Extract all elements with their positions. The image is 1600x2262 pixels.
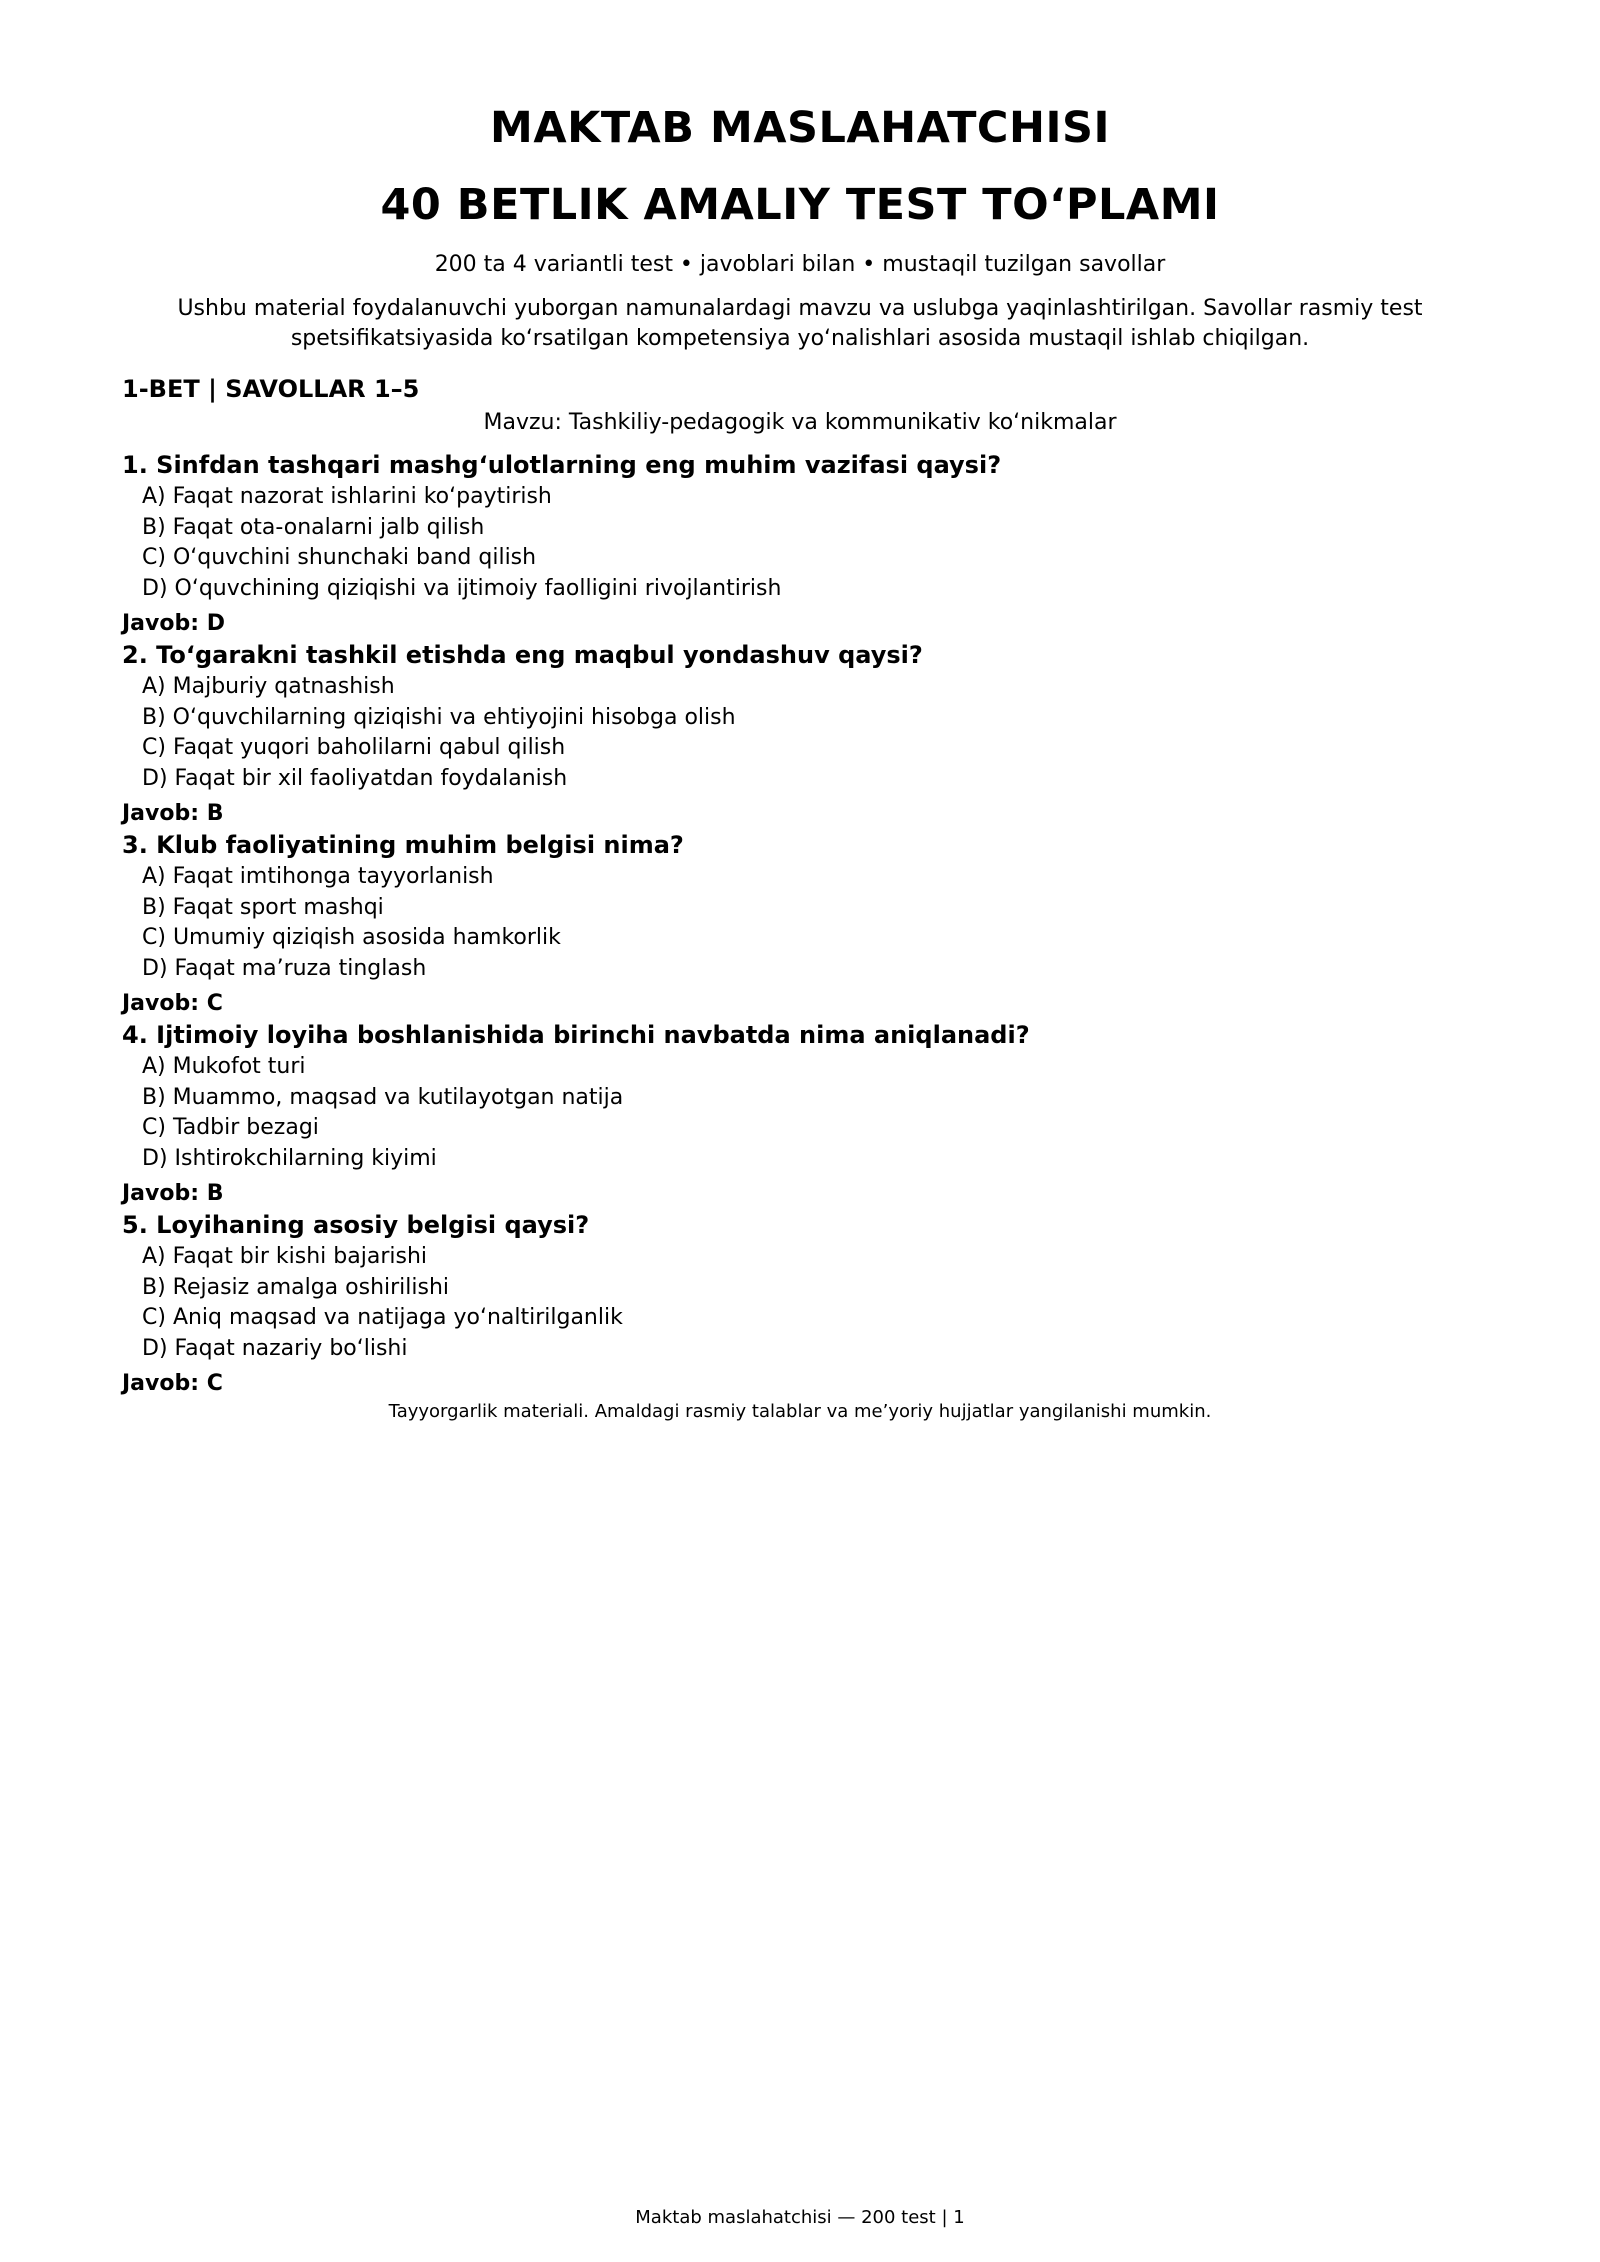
answer-label: Javob: C bbox=[122, 991, 223, 1016]
answer-label: Javob: B bbox=[122, 801, 224, 826]
option-c: C) Aniq maqsad va natijaga yo‘naltirilganlik bbox=[142, 1305, 623, 1330]
option-b: B) Faqat ota-onalarni jalb qilish bbox=[142, 514, 485, 540]
question-text: 5. Loyihaning asosiy belgisi qaysi? bbox=[122, 1211, 590, 1239]
option-d: D) Faqat bir xil faoliyatdan foydalanish bbox=[142, 765, 568, 791]
question-text: 3. Klub faoliyatining muhim belgisi nima? bbox=[122, 831, 684, 859]
question-list bbox=[122, 448, 1478, 1398]
option-d: D) Ishtirokchilarning kiyimi bbox=[142, 1145, 437, 1171]
disclaimer-note: Tayyorgarlik materiali. Amaldagi rasmiy talablar va me’yoriy hujjatlar yangilanishi mumkin. bbox=[388, 1401, 1212, 1422]
option-d: D) Faqat nazariy bo‘lishi bbox=[142, 1335, 408, 1361]
option-a: A) Faqat imtihonga tayyorlanish bbox=[142, 864, 494, 889]
option-list bbox=[122, 482, 1478, 604]
option-b: B) Faqat sport mashqi bbox=[142, 894, 384, 920]
question-text: 1. Sinfdan tashqari mashg‘ulotlarning eng muhim vazifasi qaysi? bbox=[122, 451, 1002, 479]
option-list bbox=[122, 672, 1478, 794]
question-text: 2. To‘garakni tashkil etishda eng maqbul yondashuv qaysi? bbox=[122, 641, 923, 669]
question-item bbox=[122, 448, 1478, 638]
option-a: A) Mukofot turi bbox=[142, 1054, 306, 1079]
answer-label: Javob: D bbox=[122, 611, 225, 636]
page-footer: Maktab maslahatchisi — 200 test | 1 bbox=[635, 2207, 965, 2228]
option-b: B) Rejasiz amalga oshirilishi bbox=[142, 1274, 450, 1300]
question-text: 4. Ijtimoiy loyiha boshlanishida birinchi navbatda nima aniqlanadi? bbox=[122, 1021, 1030, 1049]
option-c: C) Faqat yuqori baholilarni qabul qilish bbox=[142, 735, 566, 760]
option-b: B) Muammo, maqsad va kutilayotgan natija bbox=[142, 1084, 624, 1110]
option-c: C) O‘quvchini shunchaki band qilish bbox=[142, 545, 537, 570]
page-title: MAKTAB MASLAHATCHISI bbox=[490, 103, 1110, 153]
question-item bbox=[122, 638, 1478, 828]
option-d: D) Faqat ma’ruza tinglash bbox=[142, 955, 427, 981]
option-b: B) O‘quvchilarning qiziqishi va ehtiyojini hisobga olish bbox=[142, 704, 736, 730]
option-a: A) Faqat nazorat ishlarini ko‘paytirish bbox=[142, 484, 552, 509]
option-list bbox=[122, 862, 1478, 984]
page-title-secondary: 40 BETLIK AMALIY TEST TO‘PLAMI bbox=[380, 180, 1220, 230]
question-item bbox=[122, 828, 1478, 1018]
option-list bbox=[122, 1242, 1478, 1364]
answer-label: Javob: C bbox=[122, 1371, 223, 1396]
option-c: C) Tadbir bezagi bbox=[142, 1115, 319, 1140]
option-c: C) Umumiy qiziqish asosida hamkorlik bbox=[142, 925, 561, 950]
page-subtitle: 200 ta 4 variantli test • javoblari bilan • mustaqil tuzilgan savollar bbox=[434, 252, 1166, 277]
option-list bbox=[122, 1052, 1478, 1174]
question-item bbox=[122, 1208, 1478, 1398]
question-item bbox=[122, 1018, 1478, 1208]
option-a: A) Majburiy qatnashish bbox=[142, 674, 395, 699]
document-page bbox=[122, 104, 1478, 1424]
option-d: D) O‘quvchining qiziqishi va ijtimoiy faolligini rivojlantirish bbox=[142, 575, 782, 601]
section-topic: Mavzu: Tashkiliy-pedagogik va kommunikativ ko‘nikmalar bbox=[483, 410, 1117, 435]
section-heading: 1-BET | SAVOLLAR 1–5 bbox=[122, 375, 420, 403]
answer-label: Javob: B bbox=[122, 1181, 224, 1206]
option-a: A) Faqat bir kishi bajarishi bbox=[142, 1244, 428, 1269]
intro-paragraph: Ushbu material foydalanuvchi yuborgan namunalardagi mavzu va uslubga yaqinlashtirilgan. Savollar rasmiy test spetsifikatsiyasida ko‘rsatilgan kompetensiya yo‘nalishlari asosida mustaqil ishlab chiqilgan. bbox=[177, 296, 1423, 351]
